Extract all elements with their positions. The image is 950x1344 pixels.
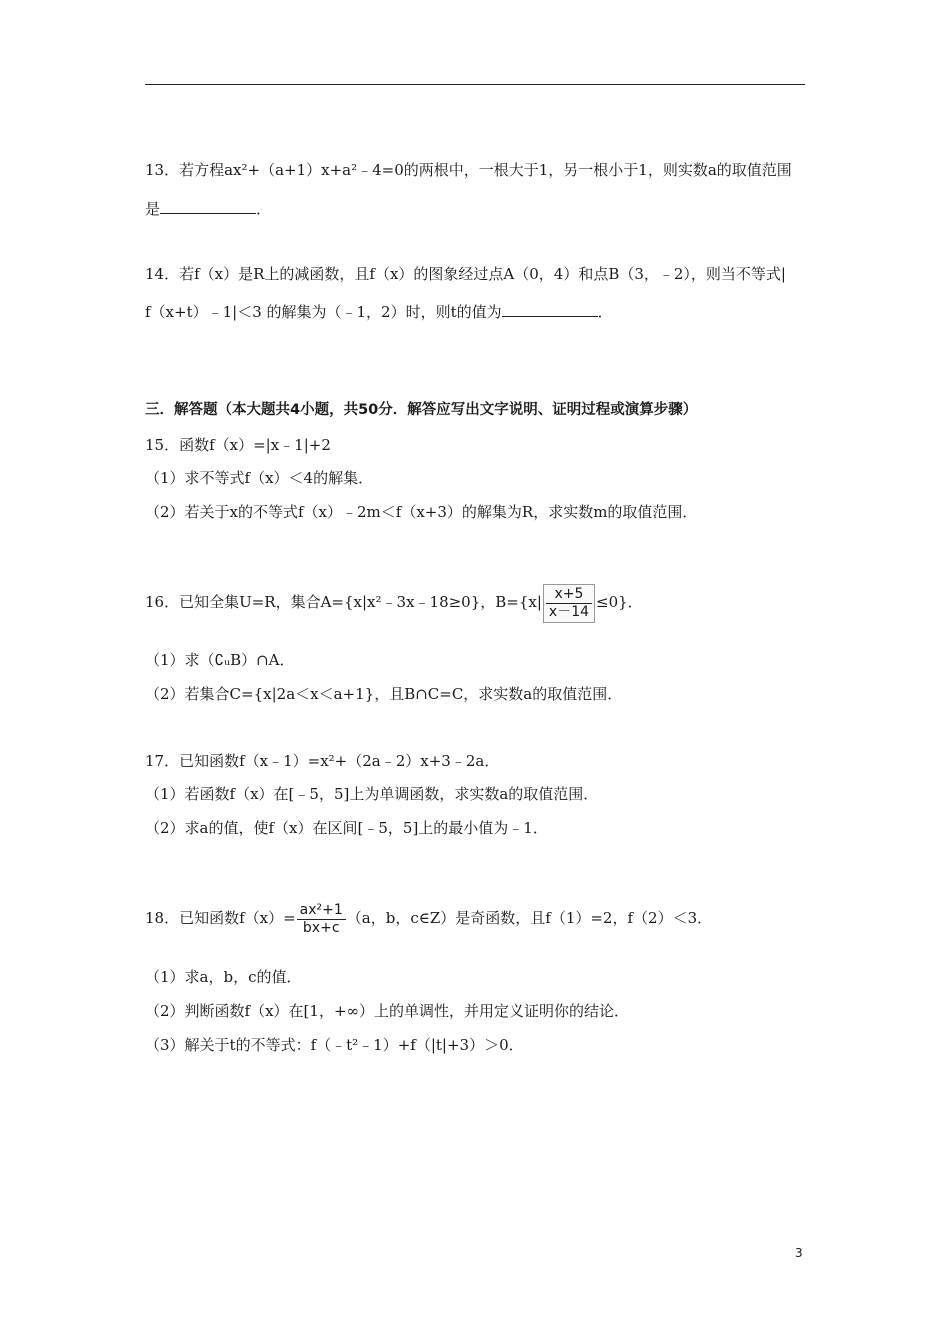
q17-stem: 17．已知函数f（x﹣1）=x²+（2a﹣2）x+3﹣2a． xyxy=(145,752,500,770)
q16-part1: （1）求（∁ᵤB）∩A． xyxy=(145,651,295,669)
q16-fraction-numerator: x+5 xyxy=(546,586,592,604)
q14-answer-blank[interactable] xyxy=(502,302,598,317)
q14-text-cont: f（x+t）﹣1|＜3 的解集为（﹣1，2）时，则t的值为 xyxy=(145,303,502,321)
q16-fraction xyxy=(543,584,595,623)
q18-part1: （1）求a，b，c的值． xyxy=(145,968,302,986)
q16-part2: （2）若集合C={x|2a＜x＜a+1}，且B∩C=C，求实数a的取值范围． xyxy=(145,685,623,703)
q13-period: ． xyxy=(256,200,272,218)
header-rule xyxy=(145,84,805,85)
q14-line1 xyxy=(145,264,786,284)
q16-text: 16．已知全集U=R，集合A={x|x²﹣3x﹣18≥0}，B={x| xyxy=(145,593,542,611)
q16-text-cont: ≤0}． xyxy=(596,593,643,611)
q13-text: 13．若方程ax²+（a+1）x+a²﹣4=0的两根中，一根大于1，另一根小于1，则实数a的取值范围 xyxy=(145,161,792,179)
q14-line2 xyxy=(145,302,613,322)
q14-period: ． xyxy=(597,303,613,321)
q16-stem xyxy=(145,582,643,623)
q18-stem xyxy=(145,898,712,938)
q13-answer-blank[interactable] xyxy=(160,199,256,214)
q18-fraction-numerator: ax²+1 xyxy=(297,902,346,920)
q18-fraction-denominator: bx+c xyxy=(302,919,340,936)
q16-fraction-denominator: x－14 xyxy=(548,603,590,620)
q13-line1 xyxy=(145,160,792,180)
q15-stem: 15．函数f（x）=|x﹣1|+2 xyxy=(145,436,331,454)
q14-text: 14．若f（x）是R上的减函数，且f（x）的图象经过点A（0，4）和点B（3，﹣2），则当不等式| xyxy=(145,265,786,283)
q13-text-cont: 是 xyxy=(145,200,161,218)
page-number: 3 xyxy=(795,1246,803,1260)
q18-part3: （3）解关于t的不等式：f（﹣t²﹣1）+f（|t|+3）＞0． xyxy=(145,1036,524,1054)
q18-fraction xyxy=(297,902,346,937)
q17-part1: （1）若函数f（x）在[﹣5，5]上为单调函数，求实数a的取值范围． xyxy=(145,785,599,803)
q18-part2: （2）判断函数f（x）在[1，+∞）上的单调性，并用定义证明你的结论． xyxy=(145,1002,630,1020)
section-heading: 三．解答题（本大题共4小题，共50分．解答应写出文字说明、证明过程或演算步骤） xyxy=(145,402,698,418)
q18-text-cont: （a，b，c∈Z）是奇函数，且f（1）=2，f（2）＜3． xyxy=(346,909,713,927)
q18-text: 18．已知函数f（x）= xyxy=(145,909,296,927)
q15-part1: （1）求不等式f（x）＜4的解集． xyxy=(145,469,374,487)
q17-part2: （2）求a的值，使f（x）在区间[﹣5，5]上的最小值为﹣1． xyxy=(145,819,548,837)
q13-line2 xyxy=(145,199,271,219)
q15-part2: （2）若关于x的不等式f（x）﹣2m＜f（x+3）的解集为R，求实数m的取值范围． xyxy=(145,503,698,521)
